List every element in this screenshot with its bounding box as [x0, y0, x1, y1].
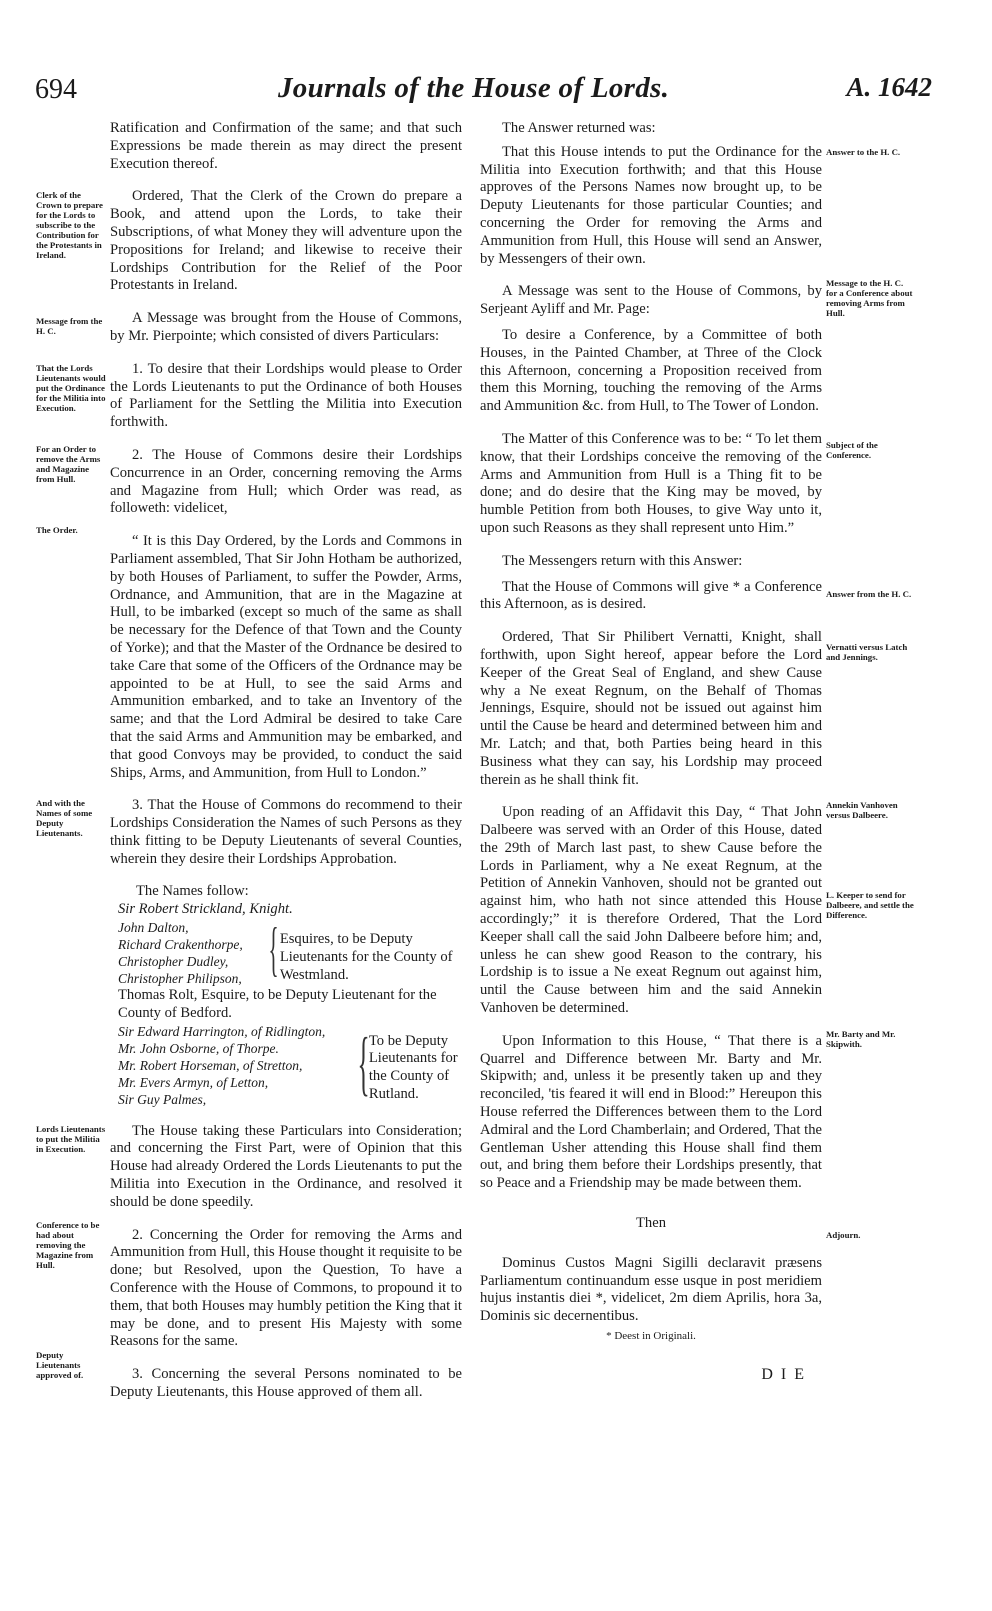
margin-note: Message to the H. C. for a Conference about removing Arms from Hull. [826, 278, 913, 318]
paragraph: Ordered, That the Clerk of the Crown do prepare a Book, and attend upon the Lords, to take their Subscriptions, of what Money they will adventure upon the Propositions for Ireland; and likewise to receive their Lordships Contribution for the Relief of the Poor Protestants in Ireland. [110, 188, 462, 294]
paragraph: Ratification and Confirmation of the same; and that such Expressions be made therein as may direct the present Execution thereof. [110, 120, 462, 172]
paragraph: 3. That the House of Commons do recommend to their Lordships Consideration the Names of such Persons as they think fitting to be Deputy Lieutenants of several Counties, wherein they desire their Lordships Approbation. [110, 797, 462, 867]
paragraph: To desire a Conference, by a Committee of both Houses, in the Painted Chamber, at Three of the Clock this Afternoon, concerning a Proposition received from them this Morning, touching the removing of the Arms and Ammunition &c. from Hull, to The Tower of London. [480, 326, 822, 415]
margin-note: Clerk of the Crown to prepare for the Lords to subscribe to the Contribution for the Protestants in Ireland. [36, 190, 103, 260]
margin-note: Lords Lieutenants to put the Militia in Execution. [36, 1124, 106, 1154]
paragraph: Ordered, That Sir Philibert Vernatti, Knight, shall forthwith, upon Sight hereof, appear before the Lord Keeper of the Great Seal of England, and shew Cause why a Ne exeat Regnum, on the Behalf of Thomas Jennings, Esquire, should not be issued out against him until the Cause be heard and determined between him and Mr. Latch; and that, both Parties being heard in this Business what they can say, his Lordship may proceed therein as he shall think fit. [480, 629, 822, 788]
paragraph: A Message was brought from the House of Commons, by Mr. Pierpointe; which consisted of divers Particulars: [110, 310, 462, 344]
name-entry: Mr. Evers Armyn, of Letton, [118, 1074, 269, 1090]
names-list [110, 883, 462, 1107]
paragraph: The Answer returned was: [502, 120, 656, 136]
paragraph: 1. To desire that their Lordships would please to Order the Lords Lieutenants to put the Ordinance of both Houses of Parliament for the Settling the Militia into Execution forthwith. [110, 360, 462, 431]
order-text: “ It is this Day Ordered, by the Lords and Commons in Parliament assembled, That Sir John Hotham be authorized, by both Houses of Parliament, to suffer the Powder, Arms, Ordnance, and Ammunition, that are in the Magazine at Hull, to be imbarked (except so much of the same as shall be necessary for the Defence of that Town and the County of Yorke); and that the Master of the Ordnance be desired to take Care that some of the Officers of the Ordnance may be appointed to be at Hull, to see the said Arms and Ammunition embarked, and to take an Inventory of the same; and that the Lord Admiral be desired to take Care that the said Arms and Ammunition may be embarked, and that good Convoys may be provided, to conduct the said Ships, Arms, and Ammunition, from Hull to London.” [110, 533, 462, 781]
margin-note: Subject of the Conference. [826, 440, 878, 460]
names-heading: The Names follow: [136, 883, 249, 900]
margin-note: The Order. [36, 525, 78, 535]
footnote: * Deest in Originali. [606, 1330, 696, 1343]
westmorland-group [110, 916, 462, 987]
margin-note: Answer from the H. C. [826, 589, 912, 599]
paragraph: Upon reading of an Affidavit this Day, “ That John Dalbeere was served with an Order of this House, dated the 29th of March last past, to shew Cause before the Lords in Parliament, why a Ne exeat Regnum, at the Petition of Annekin Vanhoven, should not be granted out against him, who hath not since attended this House accordingly;” it is therefore Ordered, That the Lord Keeper shall call the said John Dalbeere before him; and, unless he can shew good Reason to the contrary, his Lordship is to issue a Ne exeat Regnum out against him, until the Cause between him and the said Annekin Vanhoven be determined. [480, 804, 822, 1017]
paragraph: 2. The House of Commons desire their Lordships Concurrence in an Order, concerning removing the Arms and Magazine from Hull; which Order was read, as followeth: videlicet, [110, 446, 462, 517]
brace: { [268, 916, 279, 983]
paragraph: 3. Concerning the several Persons nominated to be Deputy Lieutenants, this House approved of them all. [110, 1366, 462, 1401]
journal-title: Journals of the House of Lords. [278, 72, 670, 104]
name-entry: John Dalton, [118, 920, 189, 936]
name-entry: Christopher Dudley, [118, 954, 229, 970]
paragraph: Then [636, 1215, 666, 1232]
group-description: Esquires, to be Deputy Lieutenants for the County of Westmland. [279, 931, 453, 983]
name-entry: Sir Edward Harrington, of Ridlington, [118, 1023, 326, 1039]
brace: { [357, 1022, 370, 1103]
right-column [480, 120, 822, 1384]
left-column [110, 120, 462, 1402]
paragraph: That this House intends to put the Ordinance for the Militia into Execution forthwith; and that this House approves of the Persons Names now brought up, to be Deputy Lieutenants for those particular Counties; and concerning the Order for removing the Arms and Ammunition from Hull, this House will send an Answer, by Messengers of their own. [480, 143, 822, 267]
group-description: To be Deputy Lieutenants for the County of Rutland. [368, 1032, 458, 1103]
name-entry: Thomas Rolt, Esquire, to be Deputy Lieutenant for the County of Bedford. [118, 987, 437, 1021]
adjournment-text: Dominus Custos Magni Sigilli declaravit præsens Parliamentum continuandum esse usque in post meridiem hujus instantis diei *, videlicet, 2m diem Aprilis, hora 3a, Dominis sic decernentibus. [480, 1254, 822, 1325]
margin-note: L. Keeper to send for Dalbeere, and settle the Difference. [826, 890, 914, 920]
paragraph: That the House of Commons will give * a Conference this Afternoon, as is desired. [480, 578, 822, 613]
paragraph: The House taking these Particulars into Consideration; and concerning the First Part, were of Opinion that this House had already Ordered the Lords Lieutenants to put the Militia into Execution in the Ordinance, and resolved it should be done speedily. [110, 1122, 462, 1210]
paragraph: A Message was sent to the House of Commons, by Serjeant Ayliff and Mr. Page: [480, 283, 822, 318]
rutland-group [110, 1023, 462, 1108]
margin-note: Vernatti versus Latch and Jennings. [826, 642, 908, 662]
margin-note: And with the Names of some Deputy Lieutenants. [36, 798, 93, 838]
name-entry: Mr. Robert Horseman, of Stretton, [118, 1057, 303, 1073]
page-header [0, 70, 992, 110]
paragraph: The Messengers return with this Answer: [502, 552, 743, 569]
name-entry: Sir Guy Palmes, [118, 1091, 207, 1107]
paragraph: 2. Concerning the Order for removing the Arms and Ammunition from Hull, this House thought it requisite to be done; but Resolved, upon the Question, To have a Conference with the House of Commons, to propound it to them, that both Houses may humbly petition the King that it may be done, and to present His Majesty with some Reasons for the same. [110, 1226, 462, 1350]
name-entry: Christopher Philipson, [118, 971, 242, 987]
margin-note: Conference to be had about removing the Magazine from Hull. [36, 1220, 100, 1270]
margin-note: Annekin Vanhoven versus Dalbeere. [826, 800, 898, 820]
margin-note: That the Lords Lieutenants would put the Ordinance for the Militia into Execution. [36, 363, 106, 413]
margin-note: Answer to the H. C. [826, 147, 901, 157]
margin-note: Deputy Lieutenants approved of. [36, 1350, 84, 1380]
margin-note: Adjourn. [826, 1230, 861, 1240]
paragraph: The Matter of this Conference was to be: “ To let them know, that their Lordships conceive the removing of the Arms and Ammunition from Hull is a Thing fit to be done; and do desire that the King may be moved, by humble Petition from both Houses, to give Way unto it, upon such Reasons as they shall represent unto Him.” [480, 430, 822, 536]
catchword: DIE [761, 1366, 812, 1384]
name-entry: Mr. John Osborne, of Thorpe. [118, 1040, 279, 1056]
margin-note: For an Order to remove the Arms and Magazine from Hull. [36, 444, 101, 484]
margin-note: Mr. Barty and Mr. Skipwith. [826, 1029, 896, 1049]
paragraph: Upon Information to this House, “ That there is a Quarrel and Difference between Mr. Barty and Mr. Skipwith; and, unless it be presently taken up and they reconciled, 'tis feared it will end in Blood:” Hereupon this House referred the Differences between them to the Lord Admiral and the Lord Chamberlain; and Ordered, That the Gentleman Usher attending this House shall find them out, and bring them before their Lordships presently, that so Peace and a Friendship may be made between them. [480, 1032, 822, 1192]
name-entry: Sir Robert Strickland, Knight. [118, 901, 293, 918]
margin-note: Message from the H. C. [36, 316, 103, 336]
page-number: 694 [35, 74, 77, 105]
name-entry: Richard Crakenthorpe, [118, 937, 243, 953]
year: A. 1642 [846, 72, 932, 102]
